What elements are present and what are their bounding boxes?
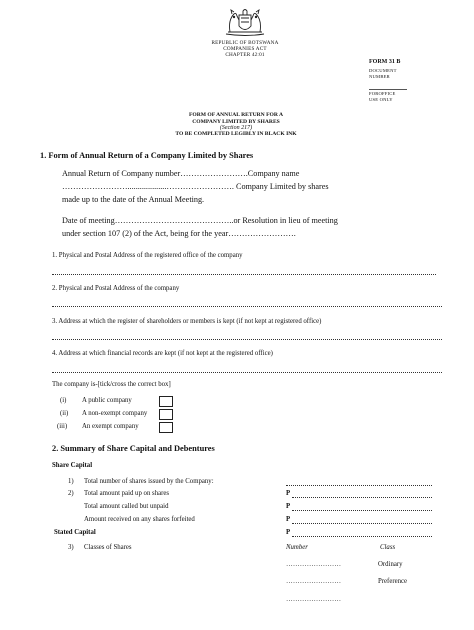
document-label: DOCUMENT	[369, 68, 397, 73]
pula-prefix: P	[286, 516, 291, 523]
option-non-exempt-label: A non-exempt company	[82, 410, 148, 417]
financial-records-field[interactable]	[52, 372, 442, 373]
question-registered-office: 1. Physical and Postal Address of the registered office of the company	[52, 252, 243, 259]
amount-called-label: Total amount called but unpaid	[84, 503, 169, 510]
for-office-label: FOROFFICE	[369, 91, 396, 96]
question-financial-records: 4. Address at which financial records are kept (if not kept at the registered office)	[52, 350, 273, 357]
section2-heading: 2. Summary of Share Capital and Debentures	[52, 444, 215, 453]
amount-forfeited-field[interactable]	[292, 523, 432, 524]
stated-capital-field[interactable]	[292, 536, 432, 537]
chapter-heading: CHAPTER 42:01	[225, 52, 265, 58]
registered-office-field[interactable]	[52, 274, 436, 275]
form-title-line3: TO BE COMPLETED LEGIBLY IN BLACK INK	[175, 131, 297, 137]
public-company-checkbox[interactable]	[159, 396, 173, 407]
share-capital-heading: Share Capital	[52, 462, 93, 469]
office-use-rule	[369, 89, 407, 90]
date-of-meeting-line[interactable]: Date of meeting……………………………………..or Resolution in lieu of meeting	[62, 216, 338, 225]
classes-of-shares-label: Classes of Shares	[84, 544, 132, 551]
form-section-ref: (Section 217)	[219, 125, 253, 131]
form-number: FORM 31 B	[369, 59, 401, 65]
pula-prefix: P	[286, 490, 291, 497]
number-column-header: Number	[286, 544, 308, 551]
annual-meeting-text: made up to the date of the Annual Meeting.	[62, 195, 205, 204]
form-title-line2: COMPANY LIMITED BY SHARES	[192, 119, 280, 125]
company-address-field[interactable]	[52, 306, 442, 307]
section1-heading: 1. Form of Annual Return of a Company Limited by Shares	[40, 151, 254, 160]
row-number: 3)	[68, 544, 74, 551]
company-name-line[interactable]: ……………………...................……………………. Company Limited by shares	[62, 182, 329, 191]
company-type-instruction: The company is-[tick/cross the correct box]	[52, 381, 171, 388]
amount-paid-label: Total amount paid up on shares	[84, 490, 170, 497]
amount-paid-field[interactable]	[292, 497, 432, 498]
form-title-line1: FORM OF ANNUAL RETURN FOR A	[188, 112, 284, 118]
other-number-field[interactable]: ……………………	[286, 596, 342, 603]
company-number-line[interactable]: Annual Return of Company number…………………….Company name	[62, 169, 300, 178]
amount-forfeited-label: Amount received on any shares forfeited	[84, 516, 195, 523]
year-line[interactable]: under section 107 (2) of the Act, being for the year…………………….	[62, 229, 296, 238]
pula-prefix: P	[286, 503, 291, 510]
coat-of-arms-emblem	[222, 6, 268, 38]
preference-class-label: Preference	[378, 578, 408, 585]
row-number: 2)	[68, 490, 74, 497]
preference-number-field[interactable]: ……………………	[286, 578, 342, 585]
pula-prefix: P	[286, 529, 291, 536]
ordinary-number-field[interactable]: ……………………	[286, 561, 342, 568]
act-heading: COMPANIES ACT	[223, 46, 267, 52]
register-address-field[interactable]	[52, 339, 442, 340]
question-company-address: 2. Physical and Postal Address of the company	[52, 285, 180, 292]
option-exempt-label: An exempt company	[82, 423, 139, 430]
exempt-company-checkbox[interactable]	[159, 422, 173, 433]
non-exempt-company-checkbox[interactable]	[159, 409, 173, 420]
use-only-label: USE ONLY	[369, 97, 393, 102]
question-register-address: 3. Address at which the register of shareholders or members is kept (if not kept at registered office)	[52, 318, 322, 325]
option-number: (iii)	[57, 423, 68, 430]
number-label: NUMBER	[369, 74, 390, 79]
class-column-header: Class	[380, 544, 396, 551]
stated-capital-heading: Stated Capital	[54, 529, 96, 536]
shares-issued-label: Total number of shares issued by the Company:	[84, 478, 214, 485]
shares-issued-field[interactable]	[286, 485, 432, 486]
republic-heading: REPUBLIC OF BOTSWANA	[211, 40, 279, 46]
amount-called-field[interactable]	[292, 510, 432, 511]
option-public-company-label: A public company	[82, 397, 132, 404]
option-number: (i)	[60, 397, 67, 404]
row-number: 1)	[68, 478, 74, 485]
option-number: (ii)	[60, 410, 69, 417]
ordinary-class-label: Ordinary	[378, 561, 403, 568]
